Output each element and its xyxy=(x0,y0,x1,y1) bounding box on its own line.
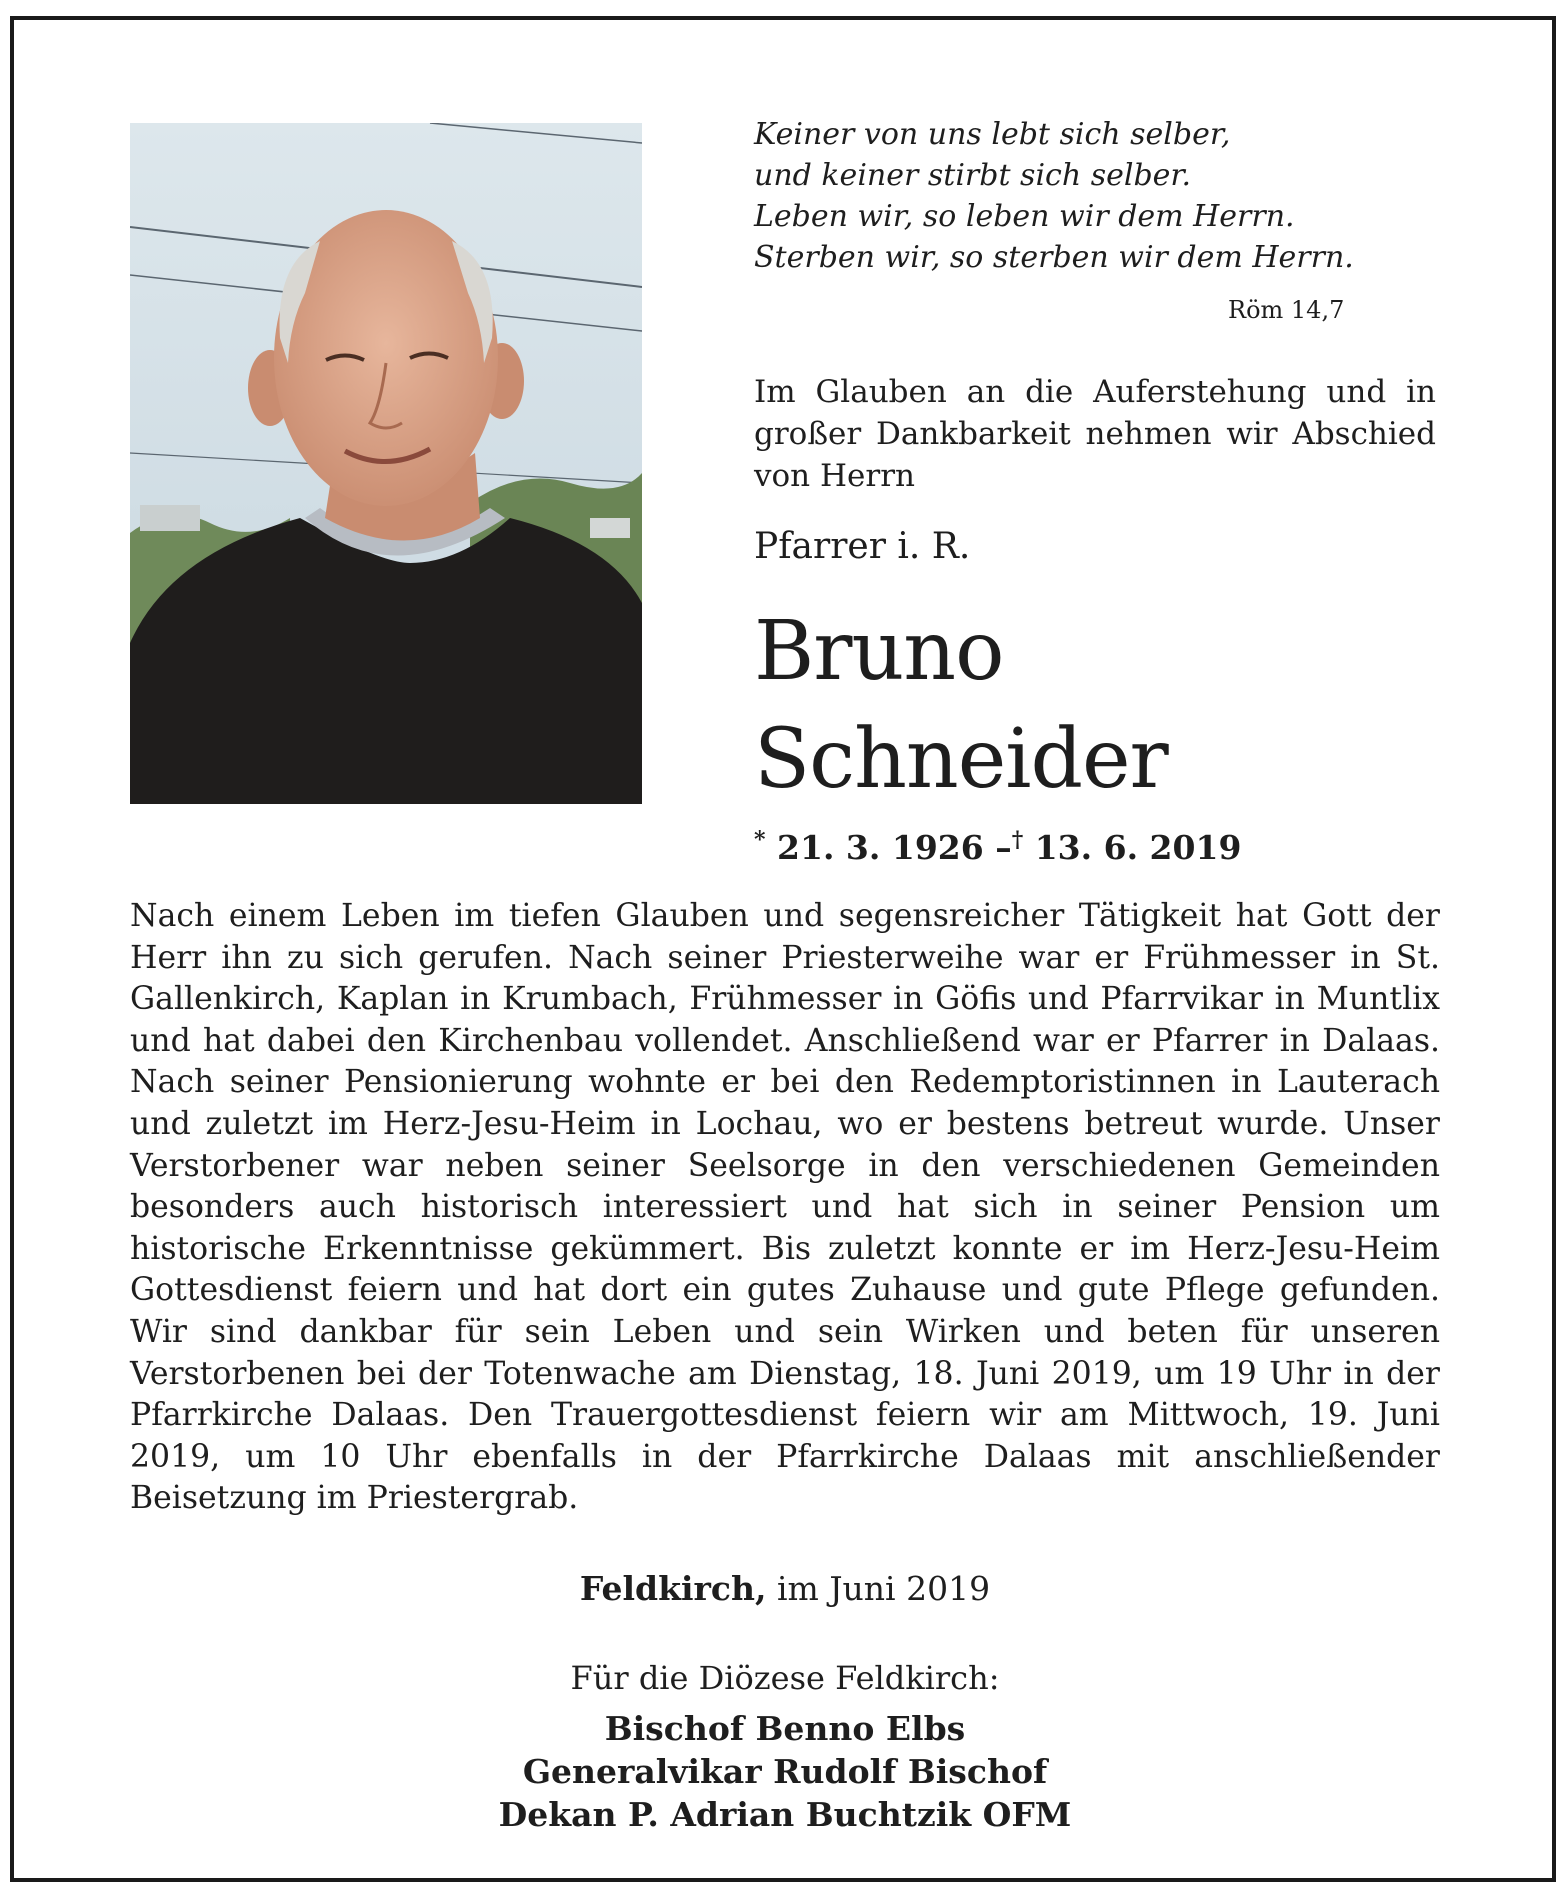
bible-verse xyxy=(754,114,1436,278)
signers xyxy=(130,1707,1440,1836)
life-dates xyxy=(754,820,1436,868)
signer: Bischof Benno Elbs xyxy=(604,1709,966,1748)
death-mark: † xyxy=(1011,827,1024,853)
signer: Dekan P. Adrian Buchtzik OFM xyxy=(498,1795,1072,1834)
place-date-line xyxy=(130,1568,1440,1610)
first-name: Bruno xyxy=(754,604,1004,699)
portrait-photo xyxy=(130,123,642,804)
death-date: 13. 6. 2019 xyxy=(1034,828,1242,867)
deceased-title: Pfarrer i. R. xyxy=(754,526,971,567)
verse-line: Leben wir, so leben wir dem Herrn. xyxy=(754,199,1295,234)
verse-line: Keiner von uns lebt sich selber, xyxy=(754,117,1231,152)
intro-text: Im Glauben an die Auferstehung und in großer Dankbarkeit nehmen wir Abschied von Herrn xyxy=(754,374,1436,494)
deceased-name xyxy=(754,598,1436,814)
birth-mark: * xyxy=(754,827,766,853)
verse-line: Sterben wir, so sterben wir dem Herrn. xyxy=(754,240,1354,275)
birth-date: 21. 3. 1926 xyxy=(777,828,984,867)
date: im Juni 2019 xyxy=(776,1569,991,1608)
place: Feldkirch, xyxy=(579,1569,767,1608)
on-behalf-line: Für die Diözese Feldkirch: xyxy=(570,1659,1000,1697)
date-separator: – xyxy=(995,828,1012,867)
signer: Generalvikar Rudolf Bischof xyxy=(522,1752,1048,1791)
obituary-body: Nach einem Leben im tiefen Glauben und segensreicher Tätigkeit hat Gott der Herr ihn zu sich gerufen. Nach seiner Priesterweihe war er Frühmesser in St. Gallenkirch, Kaplan in Krumbach, Frühmesser in Göfis und Pfarrvikar in Muntlix und hat dabei den Kirchenbau vollendet. Anschließend war er Pfarrer in Dalaas. Nach seiner Pensionierung wohnte er bei den Redemptoristinnen in Lauterach und zuletzt im Herz-Jesu-Heim in Lochau, wo er bestens betreut wurde. Unser Verstorbener war neben seiner Seelsorge in den verschiedenen Gemeinden besonders auch historisch interessiert und hat sich in seiner Pension um historische Erkenntnisse gekümmert. Bis zuletzt konnte er im Herz-Jesu-Heim Gottesdienst feiern und hat dort ein gutes Zuhause und gute Pflege gefunden. Wir sind dankbar für sein Leben und sein Wirken und beten für unseren Verstorbenen bei der Totenwache am Dienstag, 18. Juni 2019, um 19 Uhr in der Pfarrkirche Dalaas. Den Trauergottesdienst feiern wir am Mittwoch, 19. Juni 2019, um 10 Uhr ebenfalls in der Pfarrkirche Dalaas mit anschließender Beisetzung im Priestergrab. xyxy=(130,898,1440,1517)
last-name: Schneider xyxy=(754,712,1168,807)
verse-line: und keiner stirbt sich selber. xyxy=(754,158,1191,193)
verse-reference: Röm 14,7 xyxy=(1228,296,1345,324)
